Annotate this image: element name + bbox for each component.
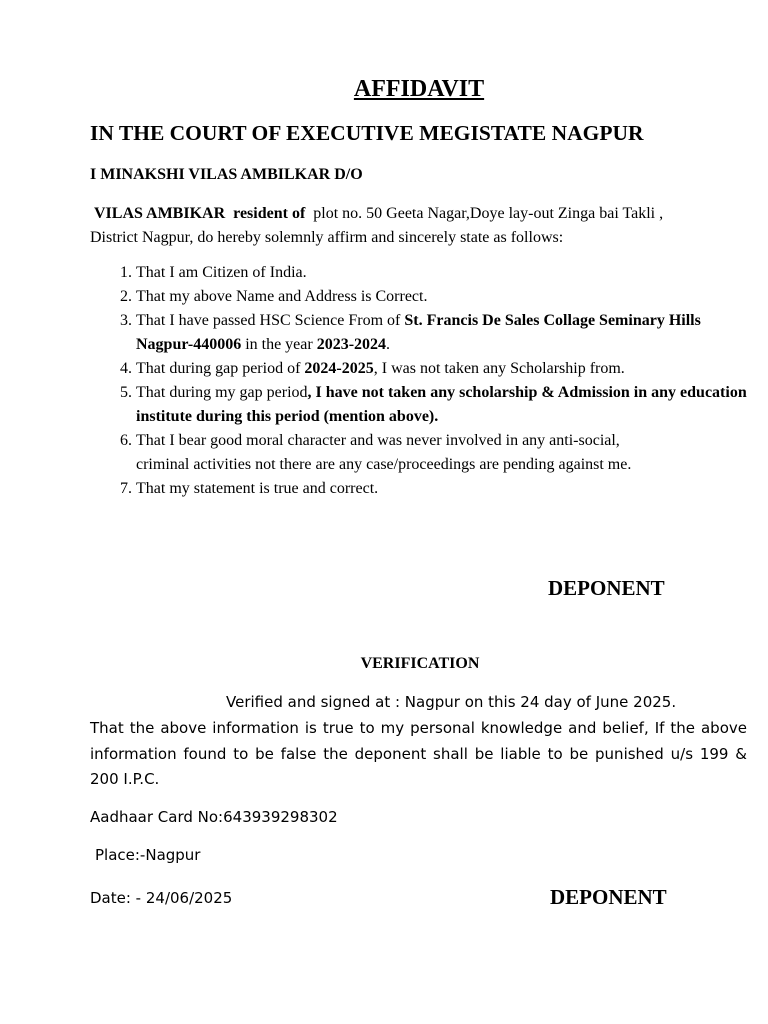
passing-year: 2023-2024 [316,336,387,353]
statement-text: . [386,336,391,353]
deponent-name-line: I MINAKSHI VILAS AMBILKAR D/O [90,166,363,183]
statement-text: , I was not taken any Scholarship from. [373,360,625,377]
statement-text: in the year [241,336,317,353]
statement-bold-text: , I have not taken any scholarship & Admission in any education institute during this period (mention above). [136,384,747,425]
aadhaar-number: Aadhaar Card No:643939298302 [90,808,338,826]
verified-line: Verified and signed at : Nagpur on this 24 day of June 2025. [226,693,677,711]
place-field: Place:-Nagpur [95,846,201,864]
verification-paragraph: That the above information is true to my personal knowledge and belief, If the above information found to be false the deponent shall be liable to be punished u/s 199 & 200 I.P.C. [90,719,747,788]
statement-text: That I bear good moral character and was never involved in any anti-social, criminal activities not there are any case/proceedings are pending against me. [136,432,632,473]
statement-item [136,429,750,477]
statement-item [136,381,750,429]
deponent-signature-label: DEPONENT [548,576,665,600]
father-name: VILAS AMBIKAR [94,205,226,222]
statement-item [136,477,750,501]
statement-text: That during my gap period [136,384,308,401]
date-field: Date: - 24/06/2025 [90,889,233,907]
address-text: plot no. 50 Geeta Nagar,Doye lay-out Zinga bai Takli , District Nagpur, do hereby solemnly affirm and sincerely state as follows: [90,205,664,246]
statement-item [136,357,750,381]
statement-text: That I have passed HSC Science From of [136,312,405,329]
court-heading: IN THE COURT OF EXECUTIVE MEGISTATE NAGPUR [90,121,644,145]
statement-text: That my above Name and Address is Correct. [136,288,428,305]
document-title: AFFIDAVIT [353,76,485,102]
statement-item [136,261,750,285]
resident-label: resident of [233,205,306,222]
college-name: St. Francis De Sales Collage Seminary Hills Nagpur-440006 [136,312,701,353]
verification-heading: VERIFICATION [360,655,480,672]
intro-paragraph [90,202,710,250]
gap-period: 2024-2025 [304,360,374,377]
statement-text: That my statement is true and correct. [136,480,379,497]
deponent-signature-label: DEPONENT [550,885,667,909]
statement-item [136,285,750,309]
statement-text: That I am Citizen of India. [136,264,307,281]
statement-item [136,309,750,357]
statement-text: That during gap period of [136,360,305,377]
statement-list [90,261,750,501]
